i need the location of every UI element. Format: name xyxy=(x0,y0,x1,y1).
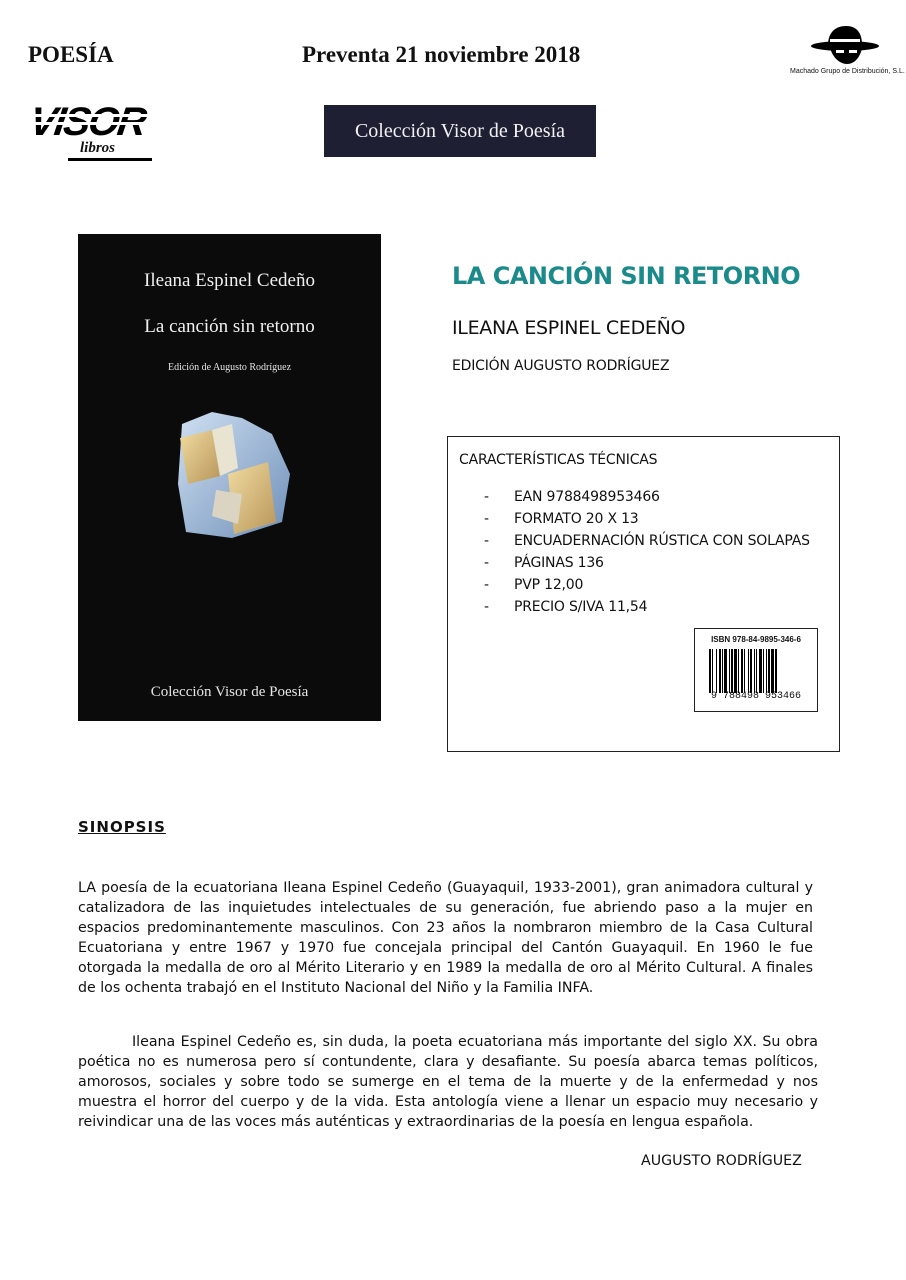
book-title: LA CANCIÓN SIN RETORNO xyxy=(452,262,801,290)
spec-item: - EAN 9788498953466 xyxy=(484,489,660,505)
spec-item-text: PRECIO S/IVA 11,54 xyxy=(514,599,648,615)
spec-item-text: FORMATO 20 X 13 xyxy=(514,511,639,527)
synopsis-paragraph: LA poesía de la ecuatoriana Ileana Espinel Cedeño (Guayaquil, 1933-2001), gran animadora cultural y catalizadora de las inquietudes intelectuales de su generación, fue abriendo paso a la mujer en espacios predominantemente masculinos. Con 23 años la nombraron miembro de la Casa Cultural Ecuatoriana y entre 1967 y 1970 fue concejala principal del Cantón Guayaquil. En 1960 le fue otorgada la medalla de oro al Mérito Literario y en 1989 la medalla de oro al Mérito Cultural. A finales de los ochenta trabajó en el Instituto Nacional del Niño y la Familia INFA. xyxy=(78,880,813,996)
logo-stripe xyxy=(28,122,156,125)
book-cover-image xyxy=(78,234,381,721)
cover-collection: Colección Visor de Poesía xyxy=(150,684,309,700)
distributor-name: Machado Grupo de Distribución, S.L. xyxy=(790,68,905,75)
spec-item-text: ENCUADERNACIÓN RÚSTICA CON SOLAPAS xyxy=(514,533,810,549)
synopsis-heading: SINOPSIS xyxy=(78,818,166,836)
presale-date: Preventa 21 noviembre 2018 xyxy=(302,42,581,67)
spec-item-text: EAN 9788498953466 xyxy=(514,489,660,505)
specs-list xyxy=(484,486,810,618)
barcode-isbn: ISBN 978-84-9895-346-6 xyxy=(711,635,801,644)
spec-item: - FORMATO 20 X 13 xyxy=(484,511,639,527)
book-author: ILEANA ESPINEL CEDEÑO xyxy=(452,317,686,339)
cover-title: La canción sin retorno xyxy=(144,316,315,337)
synopsis-paragraph: Ileana Espinel Cedeño es, sin duda, la poeta ecuatoriana más importante del siglo XX. Su obra poética no es numerosa pero sí contundente, clara y desafiante. Su poesía abarca temas políticos, amorosos, sociales y sobre todo se sumerge en el tema de la muerte y de la enfermedad y nos muestra el horror del cuerpo y de la vida. Esta antología viene a llenar un espacio muy necesario y reivindicar una de las voces más auténticas y extraordinarias de la poesía en lengua española. xyxy=(78,1034,818,1130)
spec-item: - PVP 12,00 xyxy=(484,577,584,593)
spec-item: - ENCUADERNACIÓN RÚSTICA CON SOLAPAS xyxy=(484,533,810,549)
collection-banner: Colección Visor de Poesía xyxy=(324,105,596,157)
spec-item: - PÁGINAS 136 xyxy=(484,555,604,571)
category-label: POESÍA xyxy=(28,42,114,67)
spec-item: - PRECIO S/IVA 11,54 xyxy=(484,599,648,615)
cover-artwork xyxy=(172,404,296,544)
spec-item-text: PÁGINAS 136 xyxy=(514,555,604,571)
logo-underline xyxy=(68,158,152,161)
barcode-bars-icon xyxy=(709,649,803,693)
book-editor: EDICIÓN AUGUSTO RODRÍGUEZ xyxy=(452,358,670,374)
synopsis-signature: AUGUSTO RODRÍGUEZ xyxy=(641,1153,802,1169)
publisher-logo-sub: libros xyxy=(80,140,116,156)
barcode-digits: 9 788498 953466 xyxy=(710,691,801,702)
specs-box xyxy=(447,436,840,752)
logo-stripe xyxy=(28,114,156,117)
barcode xyxy=(694,628,818,712)
publisher-logo xyxy=(28,96,160,166)
cover-author: Ileana Espinel Cedeño xyxy=(144,270,315,291)
spec-item-text: PVP 12,00 xyxy=(514,577,584,593)
specs-heading: CARACTERÍSTICAS TÉCNICAS xyxy=(459,452,658,468)
cover-editor: Edición de Augusto Rodríguez xyxy=(167,362,292,373)
